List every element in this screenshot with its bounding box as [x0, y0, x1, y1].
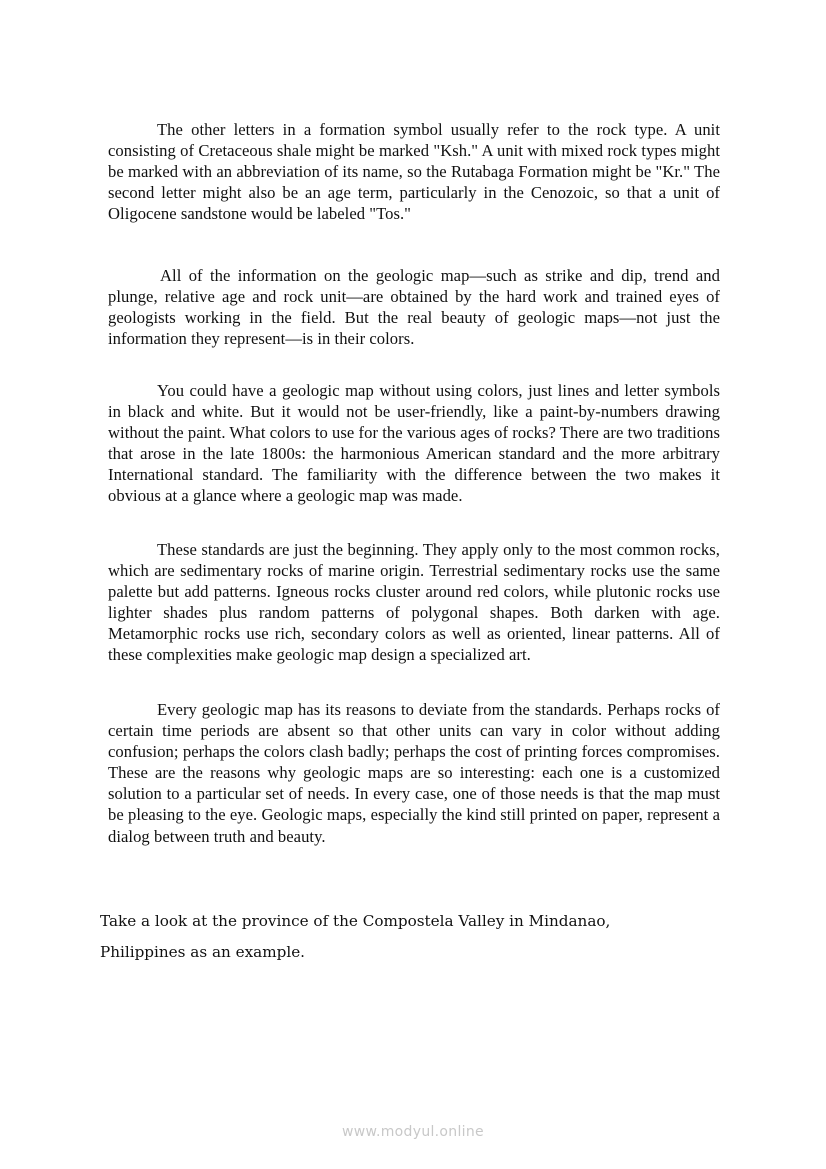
example-intro	[100, 906, 660, 968]
paragraph-standards: These standards are just the beginning. They apply only to the most common rocks, which are sedimentary rocks of marine origin. Terrestrial sedimentary rocks use the same palette but add patterns. Igneous rocks cluster around red colors, while plutonic rocks use lighter shades plus random patterns of polygonal shapes. Both darken with age. Metamorphic rocks use rich, secondary colors as well as oriented, linear patterns. All of these complexities make geologic map design a specialized art.	[108, 540, 720, 665]
paragraph-deviations: Every geologic map has its reasons to deviate from the standards. Perhaps rocks of certain time periods are absent so that other units can vary in color without adding confusion; perhaps the colors clash badly; perhaps the cost of printing forces compromises. These are the reasons why geologic maps are so interesting: each one is a customized solution to a particular set of needs. In every case, one of those needs is that the map must be pleasing to the eye. Geologic maps, especially the kind still printed on paper, represent a dialog between truth and beauty.	[108, 700, 720, 846]
paragraph-formation-symbols: The other letters in a formation symbol usually refer to the rock type. A unit consisting of Cretaceous shale might be marked "Ksh." A unit with mixed rock types might be marked with an abbreviation of its name, so the Rutabaga Formation might be "Kr." The second letter might also be an age term, particularly in the Cenozoic, so that a unit of Oligocene sandstone would be labeled "Tos."	[108, 120, 720, 224]
paragraph-color-traditions: You could have a geologic map without using colors, just lines and letter symbols in black and white. But it would not be user-friendly, like a paint-by-numbers drawing without the paint. What colors to use for the various ages of rocks? There are two traditions that arose in the late 1800s: the harmonious American standard and the more arbitrary International standard. The familiarity with the difference between the two makes it obvious at a glance where a geologic map was made.	[108, 381, 720, 506]
example-intro-line-1: Take a look at the province of the Compostela Valley in Mindanao,	[100, 912, 611, 930]
example-intro-line-2: Philippines as an example.	[100, 943, 306, 961]
watermark: www.modyul.online	[342, 1124, 484, 1140]
paragraph-map-information: All of the information on the geologic map—such as strike and dip, trend and plunge, relative age and rock unit—are obtained by the hard work and trained eyes of geologists working in the field. But the real beauty of geologic maps—not just the information they represent—is in their colors.	[108, 266, 720, 349]
